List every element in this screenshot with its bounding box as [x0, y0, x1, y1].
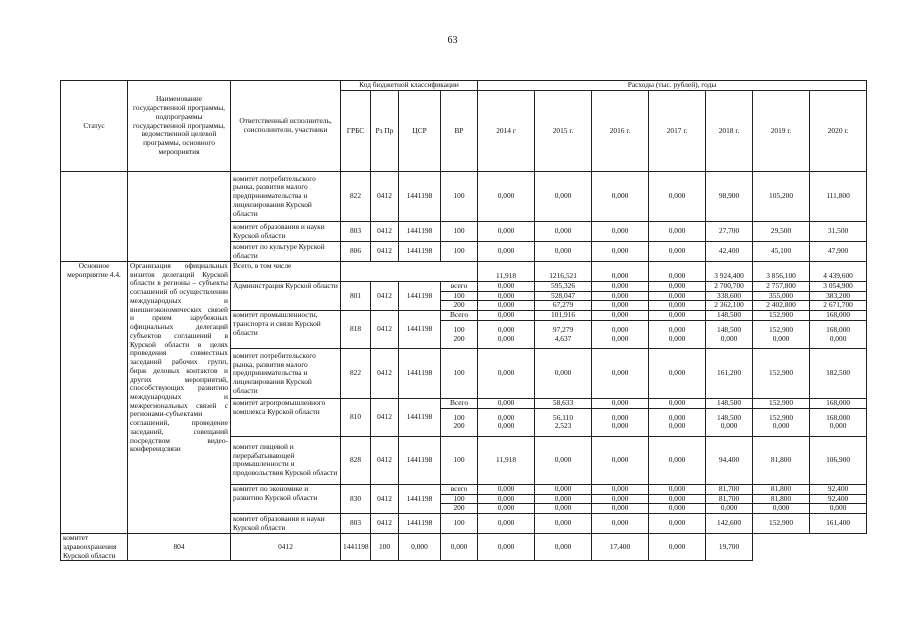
- budget-table: [60, 80, 867, 561]
- value-cell: 0,000: [668, 333, 686, 343]
- value-cell: 0,000: [649, 494, 706, 504]
- executor-cell: комитет промышленности, транспорта и связи Курской области: [231, 311, 341, 349]
- vr-cell: Всего: [441, 399, 478, 409]
- value-cell: 0,000: [478, 349, 535, 399]
- value-cell: 0,000: [592, 301, 649, 311]
- header-program-name: Наименование государственной программы, подпрограммы государственной программы, ведомственной целевой программы, основного мероприятия: [128, 81, 231, 172]
- value-cell: 0,000: [592, 262, 649, 282]
- value-cell: 0,000: [592, 436, 649, 484]
- value-cell: 148,500: [706, 399, 753, 409]
- value-cell: 81,800: [753, 436, 810, 484]
- value-cell: 0,000: [478, 242, 535, 262]
- value-cell: 0,000: [535, 222, 592, 242]
- value-cell: 11,918: [478, 262, 535, 282]
- value-cell: 0,000: [535, 436, 592, 484]
- value-cell: 148,500: [717, 324, 742, 334]
- value-cell: 0,000: [649, 504, 706, 514]
- value-cell: 161,400: [810, 514, 867, 534]
- grbs-cell: 828: [341, 436, 371, 484]
- value-cell: 0,000: [649, 242, 706, 262]
- value-cell: 0,000: [535, 534, 592, 561]
- value-cell: 0,000: [535, 242, 592, 262]
- grbs-cell: 822: [341, 172, 371, 222]
- header-year-2014: 2014 г: [478, 91, 535, 172]
- measure-name: Организация официальных визитов делегаций Курской области в регионы – субъекты соглашений об осуществлении международных и внешнеэкономических связей и прием зарубежных официальных делегаций субъектов соглашений в Курской области в целях проведения совместных заседаний рабочих групп, бирж деловых контактов и других мероприятий, способствующих развитию международных и межрегиональных связей с регионами-субъектами соглашений, проведение заседаний, совещаний посредством видео-конференцсвязи: [128, 262, 231, 534]
- value-cell: 0,000: [611, 412, 629, 422]
- value-cell: 148,500: [717, 412, 742, 422]
- executor-cell: комитет потребительского рынка, развития малого предпринимательства и лицензирования Курской области: [231, 172, 341, 222]
- value-cell: 81,800: [753, 494, 810, 504]
- value-cell: 0,000: [720, 333, 738, 343]
- rzpr-cell: 0412: [371, 514, 399, 534]
- value-cell: 0,000: [478, 311, 535, 321]
- value-cell: 0,000: [592, 494, 649, 504]
- csr-cell: 1441198: [399, 399, 441, 437]
- value-cell: 0,000: [478, 172, 535, 222]
- value-cell: 0,000: [753, 504, 810, 514]
- header-vr: ВР: [441, 91, 478, 172]
- header-expenses: Расходы (тыс. рублей), годы: [478, 81, 867, 91]
- value-cell: 27,700: [706, 222, 753, 242]
- header-status: Статус: [61, 81, 128, 172]
- grbs-cell: 804: [128, 534, 231, 561]
- vr-cell: 100: [371, 534, 399, 561]
- rzpr-cell: 0412: [231, 534, 341, 561]
- value-cell: 3 856,100: [753, 262, 810, 282]
- value-cell: 0,000: [478, 514, 535, 534]
- value-cell: 3 924,400: [706, 262, 753, 282]
- executor-cell: Администрация Курской области: [231, 282, 341, 311]
- executor-cell: комитет по культуре Курской области: [231, 242, 341, 262]
- value-cell: 0,000: [649, 436, 706, 484]
- vr-cell: 100: [441, 222, 478, 242]
- csr-cell: 1441198: [399, 172, 441, 222]
- value-cell: 0,000: [592, 242, 649, 262]
- vr-cell: 100: [453, 324, 465, 334]
- value-cell: 0,000: [611, 333, 629, 343]
- value-cell: 0,000: [592, 311, 649, 321]
- value-cell: 2 757,800: [753, 282, 810, 292]
- value-cell: 0,000: [649, 262, 706, 282]
- executor-cell: Всего, в том числе: [231, 262, 341, 282]
- header-year-2016: 2016 г.: [592, 91, 649, 172]
- value-cell: 97,279: [552, 324, 574, 334]
- value-cell: 4 439,600: [810, 262, 867, 282]
- vr-cell: 200: [453, 333, 465, 343]
- value-cell: 19,700: [706, 534, 753, 561]
- value-cell: 595,326: [535, 282, 592, 292]
- value-cell: 0,000: [649, 222, 706, 242]
- value-cell: 81,800: [753, 484, 810, 494]
- value-cell: 0,000: [592, 172, 649, 222]
- value-cell: 94,400: [706, 436, 753, 484]
- value-cell: 0,000: [535, 484, 592, 494]
- csr-cell: 1441198: [399, 349, 441, 399]
- value-cell: 0,000: [478, 494, 535, 504]
- value-cell: 0,000: [592, 399, 649, 409]
- executor-cell: комитет по экономике и развитию Курской области: [231, 484, 341, 513]
- header-budget-code: Код бюджетной классификации: [341, 81, 478, 91]
- value-cell: 0,000: [592, 282, 649, 292]
- vr-cell: 100: [441, 349, 478, 399]
- value-cell: 1216,521: [535, 262, 592, 282]
- value-cell: 105,200: [753, 172, 810, 222]
- value-cell: 0,000: [535, 504, 592, 514]
- value-cell: 182,500: [810, 349, 867, 399]
- value-cell: 0,000: [592, 349, 649, 399]
- value-cell: 528,047: [535, 291, 592, 301]
- value-cell: 2,523: [554, 421, 572, 431]
- grbs-cell: 822: [341, 349, 371, 399]
- rzpr-cell: 0412: [371, 172, 399, 222]
- value-cell: 0,000: [649, 514, 706, 534]
- value-cell: 92,400: [810, 494, 867, 504]
- value-cell: 0,000: [649, 311, 706, 321]
- grbs-cell: 810: [341, 399, 371, 437]
- header-year-2015: 2015 г.: [535, 91, 592, 172]
- value-cell: 0,000: [399, 534, 441, 561]
- value-cell: 161,200: [706, 349, 753, 399]
- value-cell: 98,900: [706, 172, 753, 222]
- value-cell: 0,000: [535, 514, 592, 534]
- value-cell: 45,100: [753, 242, 810, 262]
- value-cell: 31,500: [810, 222, 867, 242]
- value-cell: 0,000: [720, 421, 738, 431]
- value-cell: 0,000: [478, 534, 535, 561]
- value-cell: 42,400: [706, 242, 753, 262]
- value-cell: 3 054,900: [810, 282, 867, 292]
- csr-cell: 1441198: [399, 242, 441, 262]
- grbs-cell: 818: [341, 311, 371, 349]
- value-cell: 168,000: [826, 412, 851, 422]
- value-cell: 0,000: [592, 484, 649, 494]
- value-cell: 0,000: [478, 291, 535, 301]
- value-cell: 152,900: [753, 399, 810, 409]
- value-cell: 152,900: [769, 412, 794, 422]
- value-cell: 152,900: [769, 324, 794, 334]
- value-cell: 0,000: [829, 421, 847, 431]
- value-cell: 2 362,100: [706, 301, 753, 311]
- value-cell: 0,000: [649, 534, 706, 561]
- value-cell: 0,000: [441, 534, 478, 561]
- grbs-cell: 803: [341, 222, 371, 242]
- value-cell: 81,700: [706, 494, 753, 504]
- header-executor: Ответственный исполнитель, соисполнители, участники: [231, 81, 341, 172]
- value-cell: 0,000: [649, 172, 706, 222]
- value-cell: 2 700,700: [706, 282, 753, 292]
- value-cell: 11,918: [478, 436, 535, 484]
- value-cell: 56,110: [553, 412, 574, 422]
- value-cell: 0,000: [829, 333, 847, 343]
- value-cell: 0,000: [772, 333, 790, 343]
- value-cell: 168,000: [810, 311, 867, 321]
- vr-cell: 100: [441, 494, 478, 504]
- rzpr-cell: 0412: [371, 436, 399, 484]
- header-csr: ЦСР: [399, 91, 441, 172]
- value-cell: 0,000: [497, 333, 515, 343]
- vr-cell: 200: [441, 504, 478, 514]
- value-cell: 106,900: [810, 436, 867, 484]
- grbs-cell: 830: [341, 484, 371, 513]
- table-row-total: [61, 262, 867, 282]
- value-cell: 168,000: [826, 324, 851, 334]
- value-cell: 0,000: [668, 324, 686, 334]
- rzpr-cell: 0412: [371, 311, 399, 349]
- value-cell: 0,000: [592, 504, 649, 514]
- value-cell: 0,000: [611, 421, 629, 431]
- value-cell: 2 402,800: [753, 301, 810, 311]
- value-cell: 0,000: [649, 301, 706, 311]
- csr-cell: 1441198: [399, 282, 441, 311]
- value-cell: 67,279: [535, 301, 592, 311]
- value-cell: 0,000: [535, 494, 592, 504]
- rzpr-cell: 0412: [371, 222, 399, 242]
- value-cell: 0,000: [478, 399, 535, 409]
- value-cell: 0,000: [497, 324, 515, 334]
- table-row: [61, 172, 867, 222]
- value-cell: 0,000: [497, 412, 515, 422]
- grbs-cell: 806: [341, 242, 371, 262]
- header-year-2019: 2019 г.: [753, 91, 810, 172]
- value-cell: 0,000: [649, 291, 706, 301]
- value-cell: 0,000: [478, 301, 535, 311]
- vr-cell: 200: [453, 421, 465, 431]
- value-cell: 152,900: [753, 514, 810, 534]
- name-cell-empty: [128, 172, 231, 262]
- value-cell: 0,000: [668, 412, 686, 422]
- value-cell: 0,000: [592, 291, 649, 301]
- value-cell: 0,000: [478, 484, 535, 494]
- vr-cell: всего: [441, 484, 478, 494]
- vr-cell: 100: [441, 242, 478, 262]
- value-cell: 168,000: [810, 399, 867, 409]
- value-cell: 0,000: [478, 282, 535, 292]
- value-cell: 0,000: [478, 504, 535, 514]
- grbs-cell: 803: [341, 514, 371, 534]
- value-cell: 338,600: [706, 291, 753, 301]
- rzpr-cell: 0412: [371, 399, 399, 437]
- value-cell: 383,200: [810, 291, 867, 301]
- value-cell: 0,000: [649, 399, 706, 409]
- rzpr-cell: 0412: [371, 484, 399, 513]
- csr-cell: 1441198: [399, 484, 441, 513]
- value-cell: 148,500: [706, 311, 753, 321]
- value-cell: 0,000: [592, 222, 649, 242]
- value-cell: 0,000: [649, 282, 706, 292]
- value-cell: 0,000: [810, 504, 867, 514]
- value-cell: 0,000: [649, 484, 706, 494]
- value-cell: 29,500: [753, 222, 810, 242]
- vr-cell: всего: [441, 282, 478, 292]
- value-cell: 47,900: [810, 242, 867, 262]
- vr-cell: 100: [441, 436, 478, 484]
- value-cell: 0,000: [706, 504, 753, 514]
- value-cell: 111,800: [810, 172, 867, 222]
- value-cell: 101,916: [535, 311, 592, 321]
- vr-cell: Всего: [441, 311, 478, 321]
- csr-cell: 1441198: [399, 222, 441, 242]
- rzpr-cell: 0412: [371, 242, 399, 262]
- value-cell: 152,900: [753, 311, 810, 321]
- value-cell: 17,400: [592, 534, 649, 561]
- value-cell: 81,700: [706, 484, 753, 494]
- executor-cell: комитет здравоохранения Курской области: [61, 534, 128, 561]
- executor-cell: комитет агропромышленного комплекса Курской области: [231, 399, 341, 437]
- header-row-1: [61, 81, 867, 91]
- status-cell-empty: [61, 172, 128, 262]
- header-year-2020: 2020 г.: [810, 91, 867, 172]
- executor-cell: комитет образования и науки Курской области: [231, 514, 341, 534]
- executor-cell: комитет образования и науки Курской области: [231, 222, 341, 242]
- header-rzpr: Рз Пр: [371, 91, 399, 172]
- value-cell: 0,000: [772, 421, 790, 431]
- value-cell: 152,900: [753, 349, 810, 399]
- value-cell: 0,000: [478, 222, 535, 242]
- rzpr-cell: 0412: [371, 282, 399, 311]
- rzpr-cell: 0412: [371, 349, 399, 399]
- value-cell: 0,000: [535, 172, 592, 222]
- header-year-2017: 2017 г.: [649, 91, 706, 172]
- value-cell: 0,000: [592, 514, 649, 534]
- value-cell: 0,000: [649, 349, 706, 399]
- vr-cell: 100: [453, 412, 465, 422]
- vr-cell: 100: [441, 172, 478, 222]
- value-cell: 4,637: [554, 333, 572, 343]
- header-year-2018: 2018 г.: [706, 91, 753, 172]
- value-cell: 0,000: [497, 421, 515, 431]
- table-row: [61, 534, 867, 561]
- vr-cell: 200: [441, 301, 478, 311]
- csr-cell: 1441198: [399, 514, 441, 534]
- value-cell: 0,000: [611, 324, 629, 334]
- page-number: 63: [447, 35, 458, 46]
- value-cell: 2 671,700: [810, 301, 867, 311]
- vr-cell: 100: [441, 514, 478, 534]
- header-grbs: ГРБС: [341, 91, 371, 172]
- value-cell: 355,000: [753, 291, 810, 301]
- value-cell: 92,400: [810, 484, 867, 494]
- code-cell-empty: [341, 262, 478, 282]
- value-cell: 142,600: [706, 514, 753, 534]
- value-cell: 0,000: [668, 421, 686, 431]
- csr-cell: 1441198: [399, 311, 441, 349]
- value-cell: 0,000: [535, 349, 592, 399]
- csr-cell: 1441198: [341, 534, 371, 561]
- value-cell: 58,633: [535, 399, 592, 409]
- executor-cell: комитет пищевой и перерабатывающей промышленности и продовольствия Курской области: [231, 436, 341, 484]
- grbs-cell: 801: [341, 282, 371, 311]
- csr-cell: 1441198: [399, 436, 441, 484]
- executor-cell: комитет потребительского рынка, развития малого предпринимательства и лицензирования Курской области: [231, 349, 341, 399]
- measure-status: Основное мероприятие 4.4.: [61, 262, 128, 534]
- vr-cell: 100: [441, 291, 478, 301]
